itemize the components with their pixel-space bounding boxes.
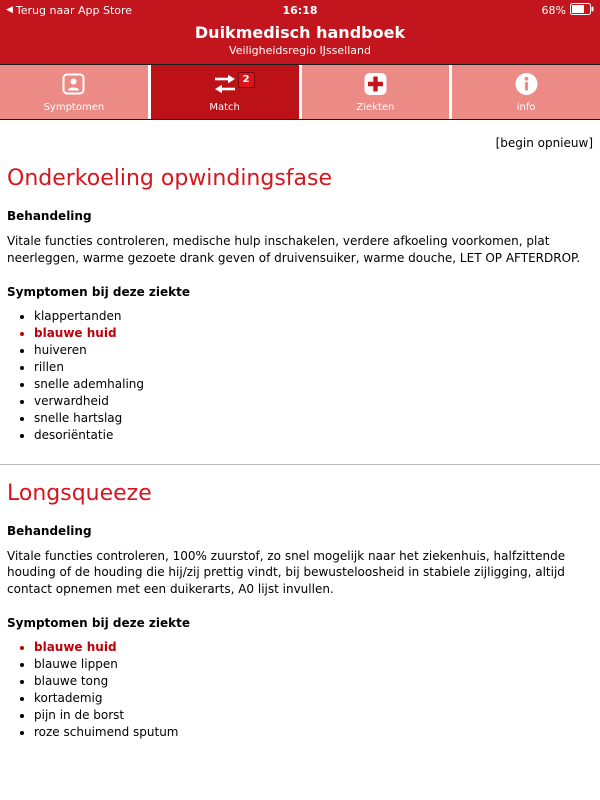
tab-match[interactable] [151,65,299,119]
app-header [0,20,600,64]
disease-section [7,481,593,739]
tab-ziekten[interactable] [302,65,450,119]
page-title: Duikmedisch handboek [194,23,406,42]
section-divider [0,464,600,465]
tab-label: info [516,102,536,113]
clock: 16:18 [282,3,318,17]
tab-label: Symptomen [43,102,105,113]
back-to-app-store-button[interactable] [6,4,132,17]
page-subtitle: Veiligheidsregio IJsselland [229,44,371,57]
back-label: Terug naar App Store [15,3,133,17]
tab-bar [0,64,600,120]
symptom-item: • blauwe tong [34,674,593,688]
main-content [0,120,600,800]
treatment-text: Vitale functies controleren, 100% zuurstof, zo snel mogelijk naar het ziekenhuis, halfzittende houding of de houding die hij/zij prettig vindt, bij bewusteloosheid in stabiele zijligging, altijd contact opnemen met een duikerarts, A0 lijst invullen. [7,548,566,597]
tab-info[interactable] [452,65,600,119]
symptom-item: • rillen [34,360,593,374]
disease-title: Onderkoeling opwindingsfase [7,166,333,191]
symptom-item: • verwardheid [34,394,593,408]
match-count-badge: 2 [238,72,255,88]
symptom-item: • kortademig [34,691,593,705]
tab-label: Ziekten [356,102,395,113]
symptom-list [7,309,593,442]
battery-percent: 68% [541,3,566,17]
treatment-heading: Behandeling [7,209,92,223]
battery-icon [570,3,594,18]
disease-title: Longsqueeze [7,480,152,506]
restart-link[interactable]: [begin opnieuw] [495,136,593,150]
symptoms-heading: Symptomen bij deze ziekte [7,284,191,299]
symptom-item: • huiveren [34,343,593,357]
tab-symptomen[interactable] [0,65,148,119]
status-bar [0,0,600,20]
medical-cross-icon [363,71,388,97]
symptom-item: • snelle ademhaling [34,377,593,391]
disease-section [7,166,593,442]
symptom-list [7,640,593,739]
swap-arrows-icon [211,71,250,97]
info-icon [514,71,539,97]
tab-label: Match [209,102,240,113]
symptom-item-matched: • blauwe huid [34,640,593,654]
person-card-icon [61,71,86,97]
symptom-item: • snelle hartslag [34,411,593,425]
battery-status [542,3,594,18]
symptom-item-matched: • blauwe huid [34,326,593,340]
symptom-item: • desoriëntatie [34,428,593,442]
symptom-item: • pijn in de borst [34,708,593,722]
symptoms-heading: Symptomen bij deze ziekte [7,615,191,630]
symptom-item: • roze schuimend sputum [34,725,593,739]
symptom-item: • blauwe lippen [34,657,593,671]
treatment-text: Vitale functies controleren, medische hulp inschakelen, verdere afkoeling voorkomen, plat neerleggen, warme gezoete drank geven of druivensuiker, warme douche, LET OP AFTERDROP. [7,234,581,265]
back-icon: ◀ [6,4,13,15]
symptom-item: • klappertanden [34,309,593,323]
treatment-heading: Behandeling [7,523,92,538]
